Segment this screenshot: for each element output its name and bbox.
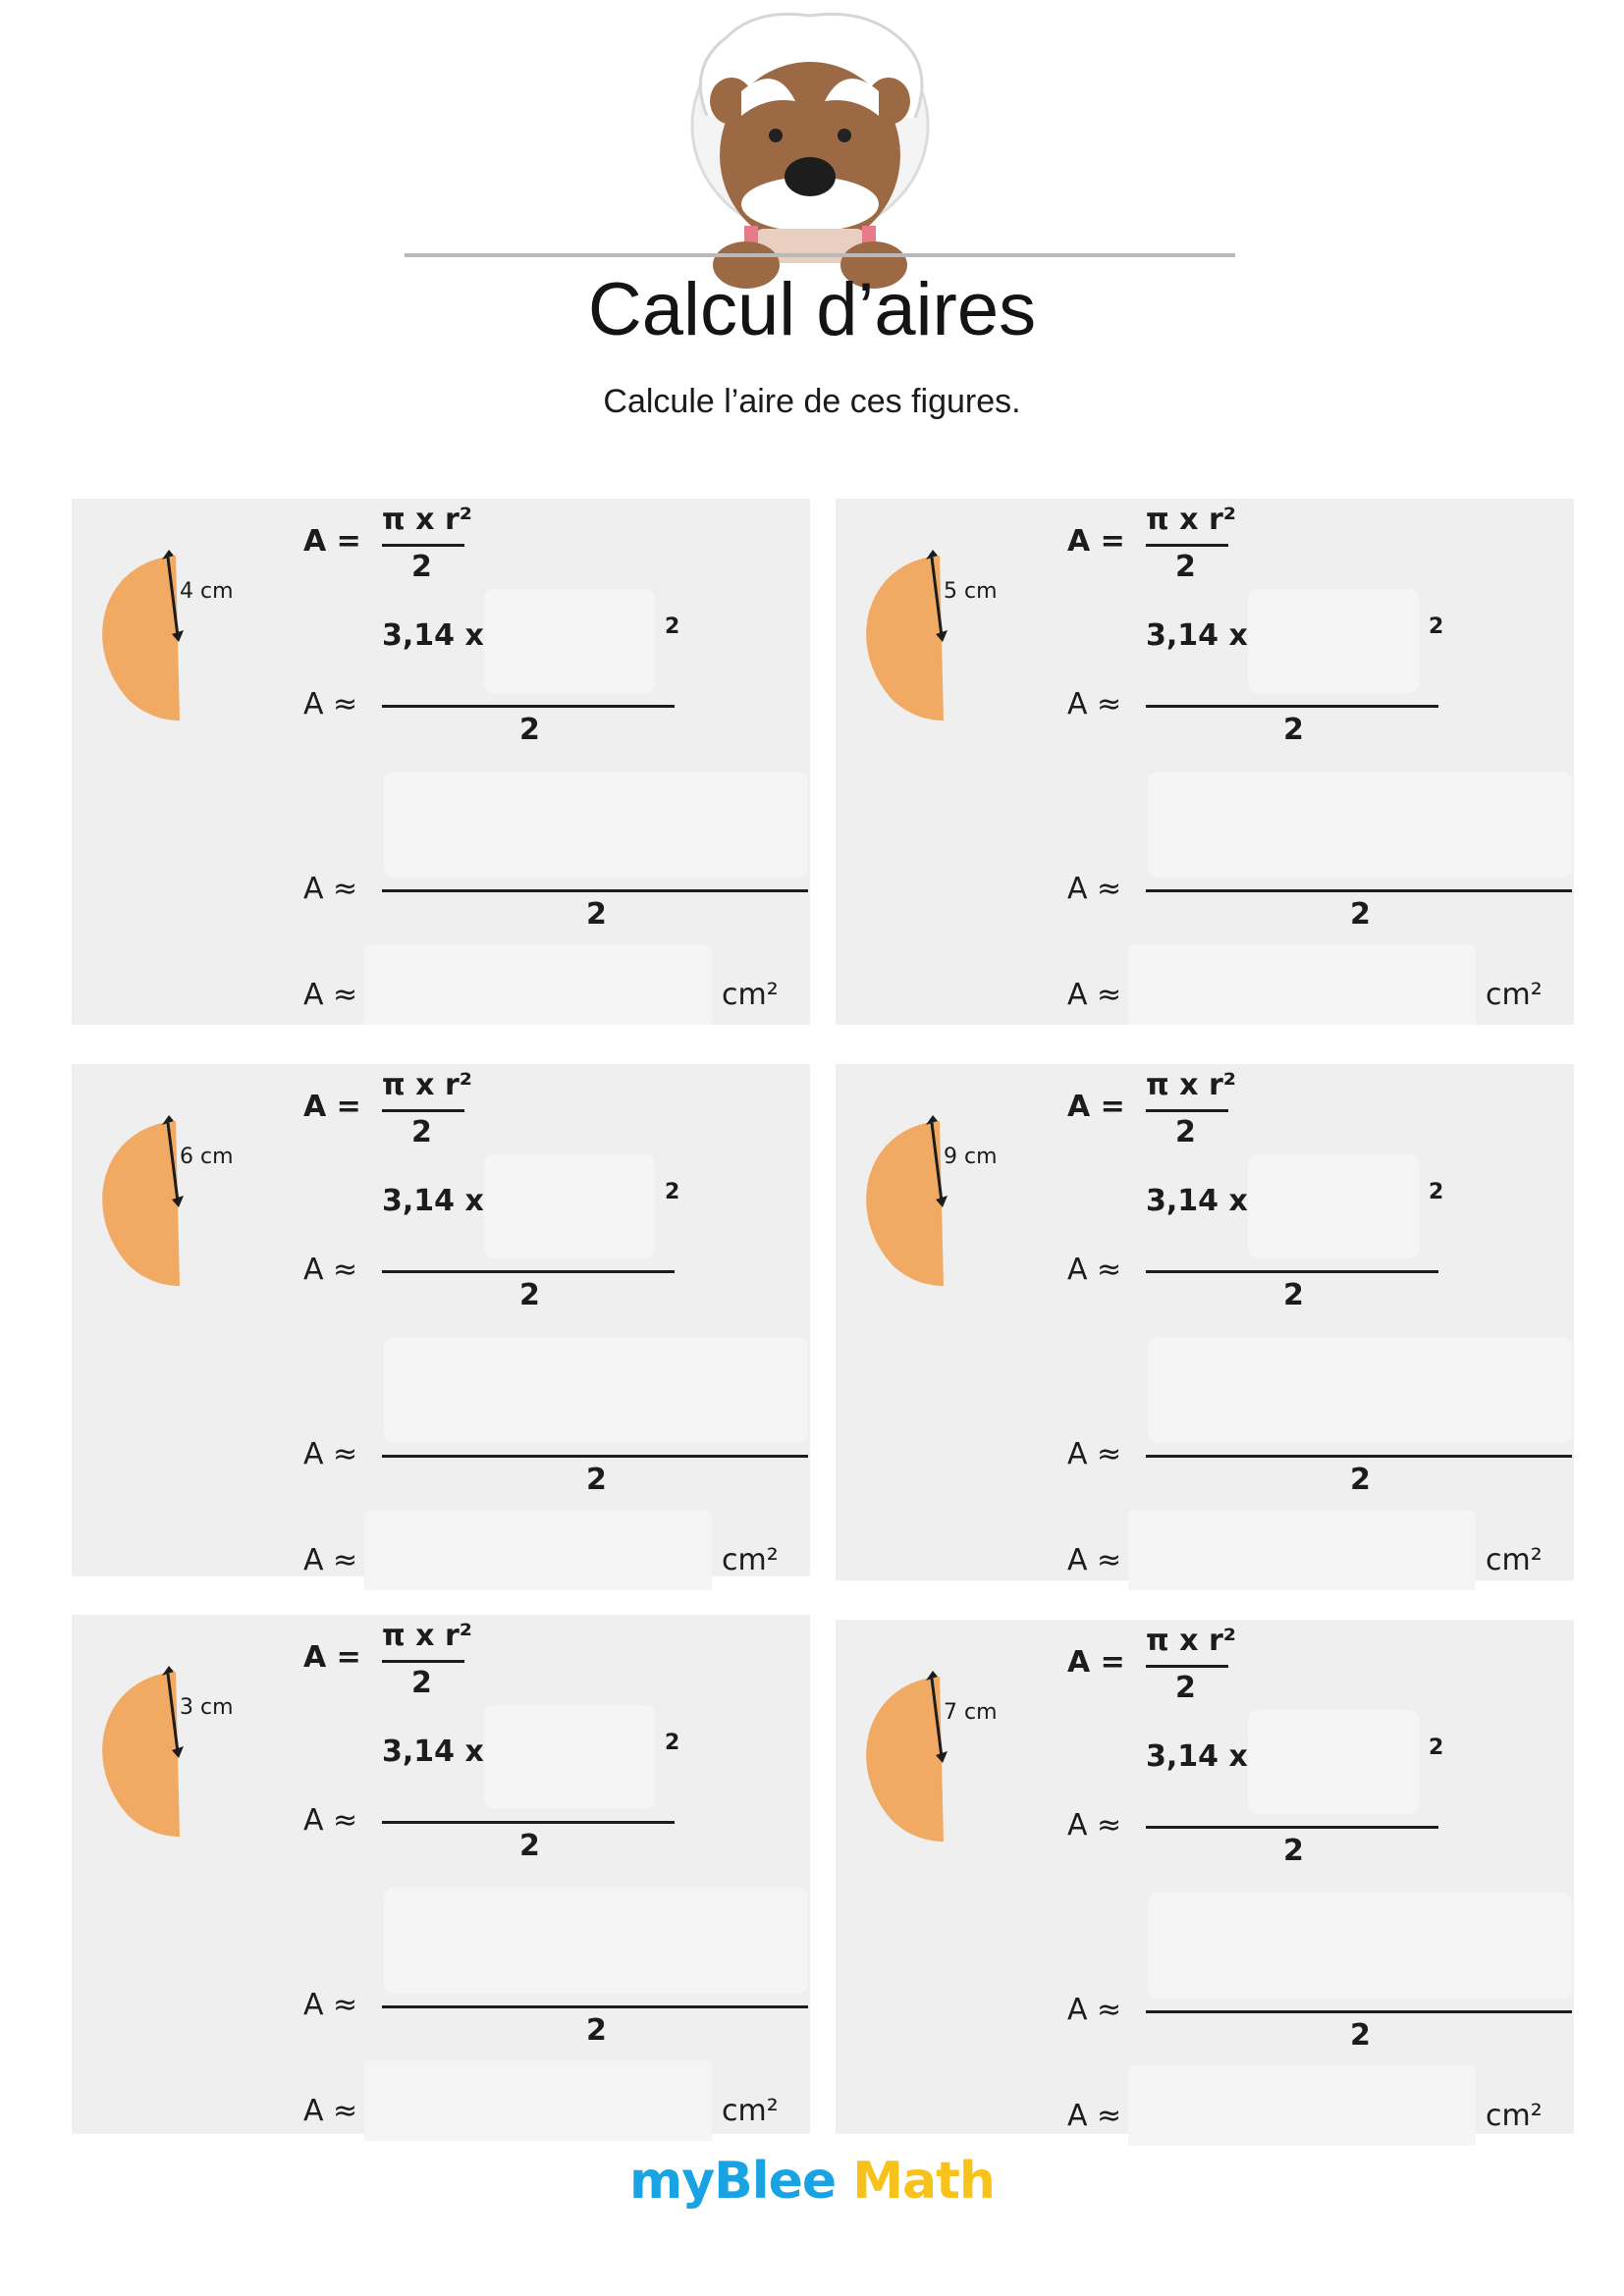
formula-fraction-bar [382, 544, 464, 547]
fraction-bar-2 [1146, 1455, 1572, 1458]
approx-label-2: A ≈ [1067, 1993, 1122, 2027]
fraction-bar-1 [1146, 1270, 1438, 1273]
formula-denominator: 2 [411, 550, 432, 584]
product-answer-box[interactable] [384, 772, 808, 878]
area-formula-label: A = [303, 524, 361, 559]
approx-label-2: A ≈ [1067, 1437, 1122, 1471]
unit-label: cm² [1486, 978, 1543, 1012]
header-divider [405, 253, 1235, 257]
approx-label-3: A ≈ [1067, 2099, 1122, 2133]
formula-denominator: 2 [411, 1115, 432, 1149]
final-answer-box[interactable] [1128, 944, 1476, 1025]
bear-face [710, 62, 910, 248]
approx-label-1: A ≈ [303, 1253, 358, 1287]
radius-answer-box[interactable] [1248, 589, 1419, 693]
approx-label-2: A ≈ [303, 872, 358, 906]
fraction-bar-2 [1146, 889, 1572, 892]
exponent-label: 2 [1429, 614, 1444, 639]
logo-my: my [629, 2152, 715, 2211]
exercise-card [836, 1064, 1574, 1580]
formula-fraction-bar [382, 1660, 464, 1663]
exercise-card [72, 1615, 810, 2134]
radius-answer-box[interactable] [1248, 1154, 1419, 1258]
unit-label: cm² [722, 1543, 779, 1577]
formula-fraction-bar [1146, 1665, 1228, 1668]
radius-answer-box[interactable] [1248, 1710, 1419, 1814]
formula-denominator: 2 [411, 1666, 432, 1700]
formula-numerator: π x r² [1146, 1624, 1236, 1658]
semicircle-figure [72, 499, 268, 724]
fraction-bar-1 [1146, 705, 1438, 708]
area-formula-label: A = [303, 1640, 361, 1675]
fraction-bar-2 [382, 889, 808, 892]
radius-answer-box[interactable] [484, 1154, 655, 1258]
exponent-label: 2 [665, 1180, 680, 1204]
radius-answer-box[interactable] [484, 589, 655, 693]
pi-approx-value: 3,14 x [382, 1735, 484, 1769]
divisor-2: 2 [586, 2013, 607, 2048]
formula-numerator: π x r² [1146, 503, 1236, 537]
divisor-2: 2 [586, 1463, 607, 1497]
radius-label: 4 cm [180, 579, 234, 604]
radius-label: 7 cm [944, 1700, 998, 1725]
approx-label-1: A ≈ [1067, 1808, 1122, 1842]
pi-approx-value: 3,14 x [1146, 618, 1248, 653]
radius-label: 3 cm [180, 1695, 234, 1720]
divisor-1: 2 [1283, 1834, 1304, 1868]
unit-label: cm² [722, 978, 779, 1012]
formula-fraction-bar [1146, 544, 1228, 547]
logo-blee: Blee [714, 2152, 837, 2211]
approx-label-2: A ≈ [1067, 872, 1122, 906]
formula-numerator: π x r² [382, 1619, 472, 1653]
formula-numerator: π x r² [382, 503, 472, 537]
divisor-2: 2 [1350, 897, 1371, 932]
pi-approx-value: 3,14 x [382, 618, 484, 653]
product-answer-box[interactable] [1148, 1337, 1572, 1443]
formula-numerator: π x r² [1146, 1068, 1236, 1102]
fraction-bar-1 [382, 1270, 675, 1273]
semicircle-figure [72, 1064, 268, 1290]
exponent-label: 2 [665, 1731, 680, 1755]
approx-label-3: A ≈ [303, 1543, 358, 1577]
product-answer-box[interactable] [1148, 1893, 1572, 1999]
semicircle-figure [836, 1064, 1032, 1290]
final-answer-box[interactable] [364, 944, 712, 1025]
radius-label: 9 cm [944, 1145, 998, 1169]
divisor-2: 2 [586, 897, 607, 932]
approx-label-3: A ≈ [303, 2094, 358, 2128]
approx-label-3: A ≈ [303, 978, 358, 1012]
semicircle-figure [836, 499, 1032, 724]
fraction-bar-2 [1146, 2010, 1572, 2013]
final-answer-box[interactable] [1128, 2065, 1476, 2146]
radius-label: 5 cm [944, 579, 998, 604]
final-answer-box[interactable] [364, 1510, 712, 1590]
approx-label-2: A ≈ [303, 1437, 358, 1471]
divisor-1: 2 [519, 713, 540, 747]
myblee-math-logo [0, 2152, 1624, 2211]
semicircle-figure [72, 1615, 268, 1841]
area-formula-label: A = [303, 1090, 361, 1124]
product-answer-box[interactable] [1148, 772, 1572, 878]
divisor-1: 2 [519, 1278, 540, 1312]
radius-label: 6 cm [180, 1145, 234, 1169]
area-formula-label: A = [1067, 524, 1125, 559]
fraction-bar-2 [382, 1455, 808, 1458]
approx-label-1: A ≈ [1067, 687, 1122, 721]
divisor-1: 2 [1283, 1278, 1304, 1312]
product-answer-box[interactable] [384, 1337, 808, 1443]
logo-math: Math [852, 2152, 995, 2211]
fraction-bar-1 [382, 705, 675, 708]
exercise-card [836, 499, 1574, 1025]
formula-fraction-bar [1146, 1109, 1228, 1112]
semicircle-figure [836, 1620, 1032, 1845]
approx-label-1: A ≈ [303, 687, 358, 721]
unit-label: cm² [1486, 2099, 1543, 2133]
area-formula-label: A = [1067, 1645, 1125, 1680]
formula-denominator: 2 [1175, 1115, 1196, 1149]
unit-label: cm² [722, 2094, 779, 2128]
formula-denominator: 2 [1175, 1671, 1196, 1705]
final-answer-box[interactable] [1128, 1510, 1476, 1590]
formula-denominator: 2 [1175, 550, 1196, 584]
fraction-bar-1 [382, 1821, 675, 1824]
exercise-card [72, 1064, 810, 1576]
radius-answer-box[interactable] [484, 1705, 655, 1809]
divisor-1: 2 [1283, 713, 1304, 747]
approx-label-3: A ≈ [1067, 1543, 1122, 1577]
approx-label-1: A ≈ [303, 1803, 358, 1838]
exercise-card [836, 1620, 1574, 2134]
page-title: Calcul d’aires [587, 268, 1037, 351]
page-instruction: Calcule l’aire de ces figures. [603, 383, 1021, 420]
exponent-label: 2 [1429, 1735, 1444, 1760]
divisor-2: 2 [1350, 2018, 1371, 2053]
product-answer-box[interactable] [384, 1888, 808, 1994]
approx-label-1: A ≈ [1067, 1253, 1122, 1287]
final-answer-box[interactable] [364, 2060, 712, 2141]
pi-approx-value: 3,14 x [1146, 1739, 1248, 1774]
exercise-card [72, 499, 810, 1025]
approx-label-3: A ≈ [1067, 978, 1122, 1012]
pi-approx-value: 3,14 x [1146, 1184, 1248, 1218]
pi-approx-value: 3,14 x [382, 1184, 484, 1218]
fraction-bar-2 [382, 2005, 808, 2008]
divisor-1: 2 [519, 1829, 540, 1863]
unit-label: cm² [1486, 1543, 1543, 1577]
divisor-2: 2 [1350, 1463, 1371, 1497]
formula-fraction-bar [382, 1109, 464, 1112]
mascot-bear-illustration [648, 8, 972, 293]
area-formula-label: A = [1067, 1090, 1125, 1124]
exponent-label: 2 [1429, 1180, 1444, 1204]
formula-numerator: π x r² [382, 1068, 472, 1102]
exponent-label: 2 [665, 614, 680, 639]
approx-label-2: A ≈ [303, 1988, 358, 2022]
fraction-bar-1 [1146, 1826, 1438, 1829]
